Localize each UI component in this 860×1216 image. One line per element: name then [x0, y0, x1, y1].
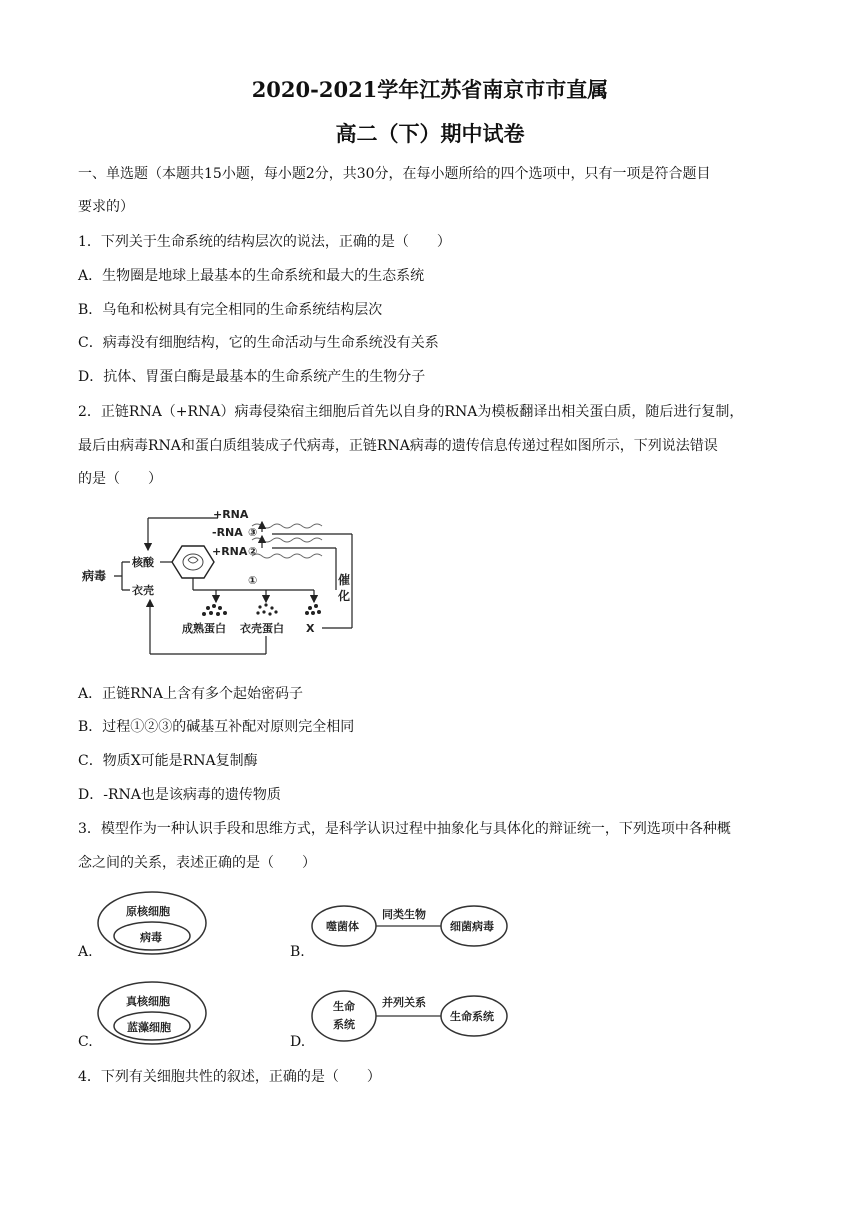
step-2-label: ② [248, 545, 258, 558]
question-2-option-a: A．正链RNA上含有多个起始密码子 [78, 686, 304, 702]
virus-particle-icon [172, 546, 214, 578]
option-a-inner-label: 病毒 [140, 931, 162, 944]
question-2-option-b: B．过程①②③的碱基互补配对原则完全相同 [78, 719, 355, 735]
question-1-option-d: D．抗体、胃蛋白酶是最基本的生命系统产生的生物分子 [78, 369, 426, 385]
section-instructions-cont: 要求的） [78, 199, 134, 215]
option-b-letter: B. [290, 944, 305, 960]
option-c-outer-label: 真核细胞 [126, 995, 170, 1008]
section-instructions: 一、单选题（本题共15小题，每小题2分，共30分，在每小题所给的四个选项中，只有一项是符合题目 [78, 166, 711, 182]
plus-rna-label: +RNA [213, 508, 249, 521]
option-c-inner-label: 蓝藻细胞 [127, 1021, 171, 1034]
option-b-right-label: 细菌病毒 [450, 920, 494, 933]
step-3-label: ③ [248, 526, 258, 539]
option-d-letter: D. [290, 1034, 306, 1050]
option-c-diagram [96, 980, 226, 1046]
option-a-diagram [96, 890, 226, 956]
mature-protein-label: 成熟蛋白 [182, 622, 226, 635]
question-2-stem: 的是（ ） [78, 471, 162, 487]
catalyze-label-bottom: 化 [338, 589, 351, 603]
capsid-protein-label: 衣壳蛋白 [240, 622, 284, 635]
paper-subtitle: 高二（下）期中试卷 [335, 121, 525, 146]
option-d-left-label-top: 生命 [333, 1000, 355, 1013]
catalyze-label-top: 催 [338, 573, 351, 587]
x-label: X [306, 622, 315, 635]
x-protein-dots-icon [305, 604, 321, 615]
question-3-stem: 念之间的关系，表述正确的是（ ） [78, 855, 316, 871]
nucleic-acid-label: 核酸 [132, 556, 154, 569]
capsid-protein-dots-icon [256, 603, 277, 615]
paper-title: 2020-2021学年江苏省南京市市直属 [251, 77, 609, 102]
question-2-stem: 2．正链RNA（+RNA）病毒侵染宿主细胞后首先以自身的RNA为模板翻译出相关蛋白质，随后进行复制， [78, 404, 744, 420]
option-a-outer-label: 原核细胞 [126, 905, 170, 918]
question-2-option-d: D．-RNA也是该病毒的遗传物质 [78, 787, 281, 803]
question-1-option-c: C．病毒没有细胞结构，它的生命活动与生命系统没有关系 [78, 335, 439, 351]
option-b-diagram [310, 900, 510, 952]
option-b-left-label: 噬菌体 [326, 920, 359, 933]
question-1-stem: 1．下列关于生命系统的结构层次的说法，正确的是（ ） [78, 234, 451, 250]
option-d-left-label-bottom: 系统 [333, 1018, 355, 1031]
question-4-stem: 4．下列有关细胞共性的叙述，正确的是（ ） [78, 1069, 381, 1085]
option-d-right-label: 生命系统 [450, 1010, 494, 1023]
option-d-diagram [310, 988, 510, 1044]
question-1-option-b: B．乌龟和松树具有完全相同的生命系统结构层次 [78, 302, 383, 318]
option-d-relation-label: 并列关系 [382, 996, 426, 1009]
question-3-stem: 3．模型作为一种认识手段和思维方式，是科学认识过程中抽象化与具体化的辩证统一，下列选项中各种概 [78, 821, 731, 837]
step-1-label: ① [248, 574, 258, 587]
capsid-label: 衣壳 [132, 584, 154, 597]
question-1-option-a: A．生物圈是地球上最基本的生命系统和最大的生态系统 [78, 268, 425, 284]
option-c-letter: C. [78, 1034, 93, 1050]
minus-rna-label: -RNA [212, 526, 243, 539]
plus-rna-2-label: +RNA [212, 545, 248, 558]
mature-protein-dots-icon [202, 604, 227, 616]
virus-label: 病毒 [82, 569, 107, 583]
option-b-relation-label: 同类生物 [382, 908, 426, 921]
question-2-stem: 最后由病毒RNA和蛋白质组装成子代病毒，正链RNA病毒的遗传信息传递过程如图所示，下列说法错误 [78, 438, 718, 454]
question-2-option-c: C．物质X可能是RNA复制酶 [78, 753, 258, 769]
rna-virus-diagram [80, 500, 380, 660]
option-a-letter: A. [78, 944, 93, 960]
